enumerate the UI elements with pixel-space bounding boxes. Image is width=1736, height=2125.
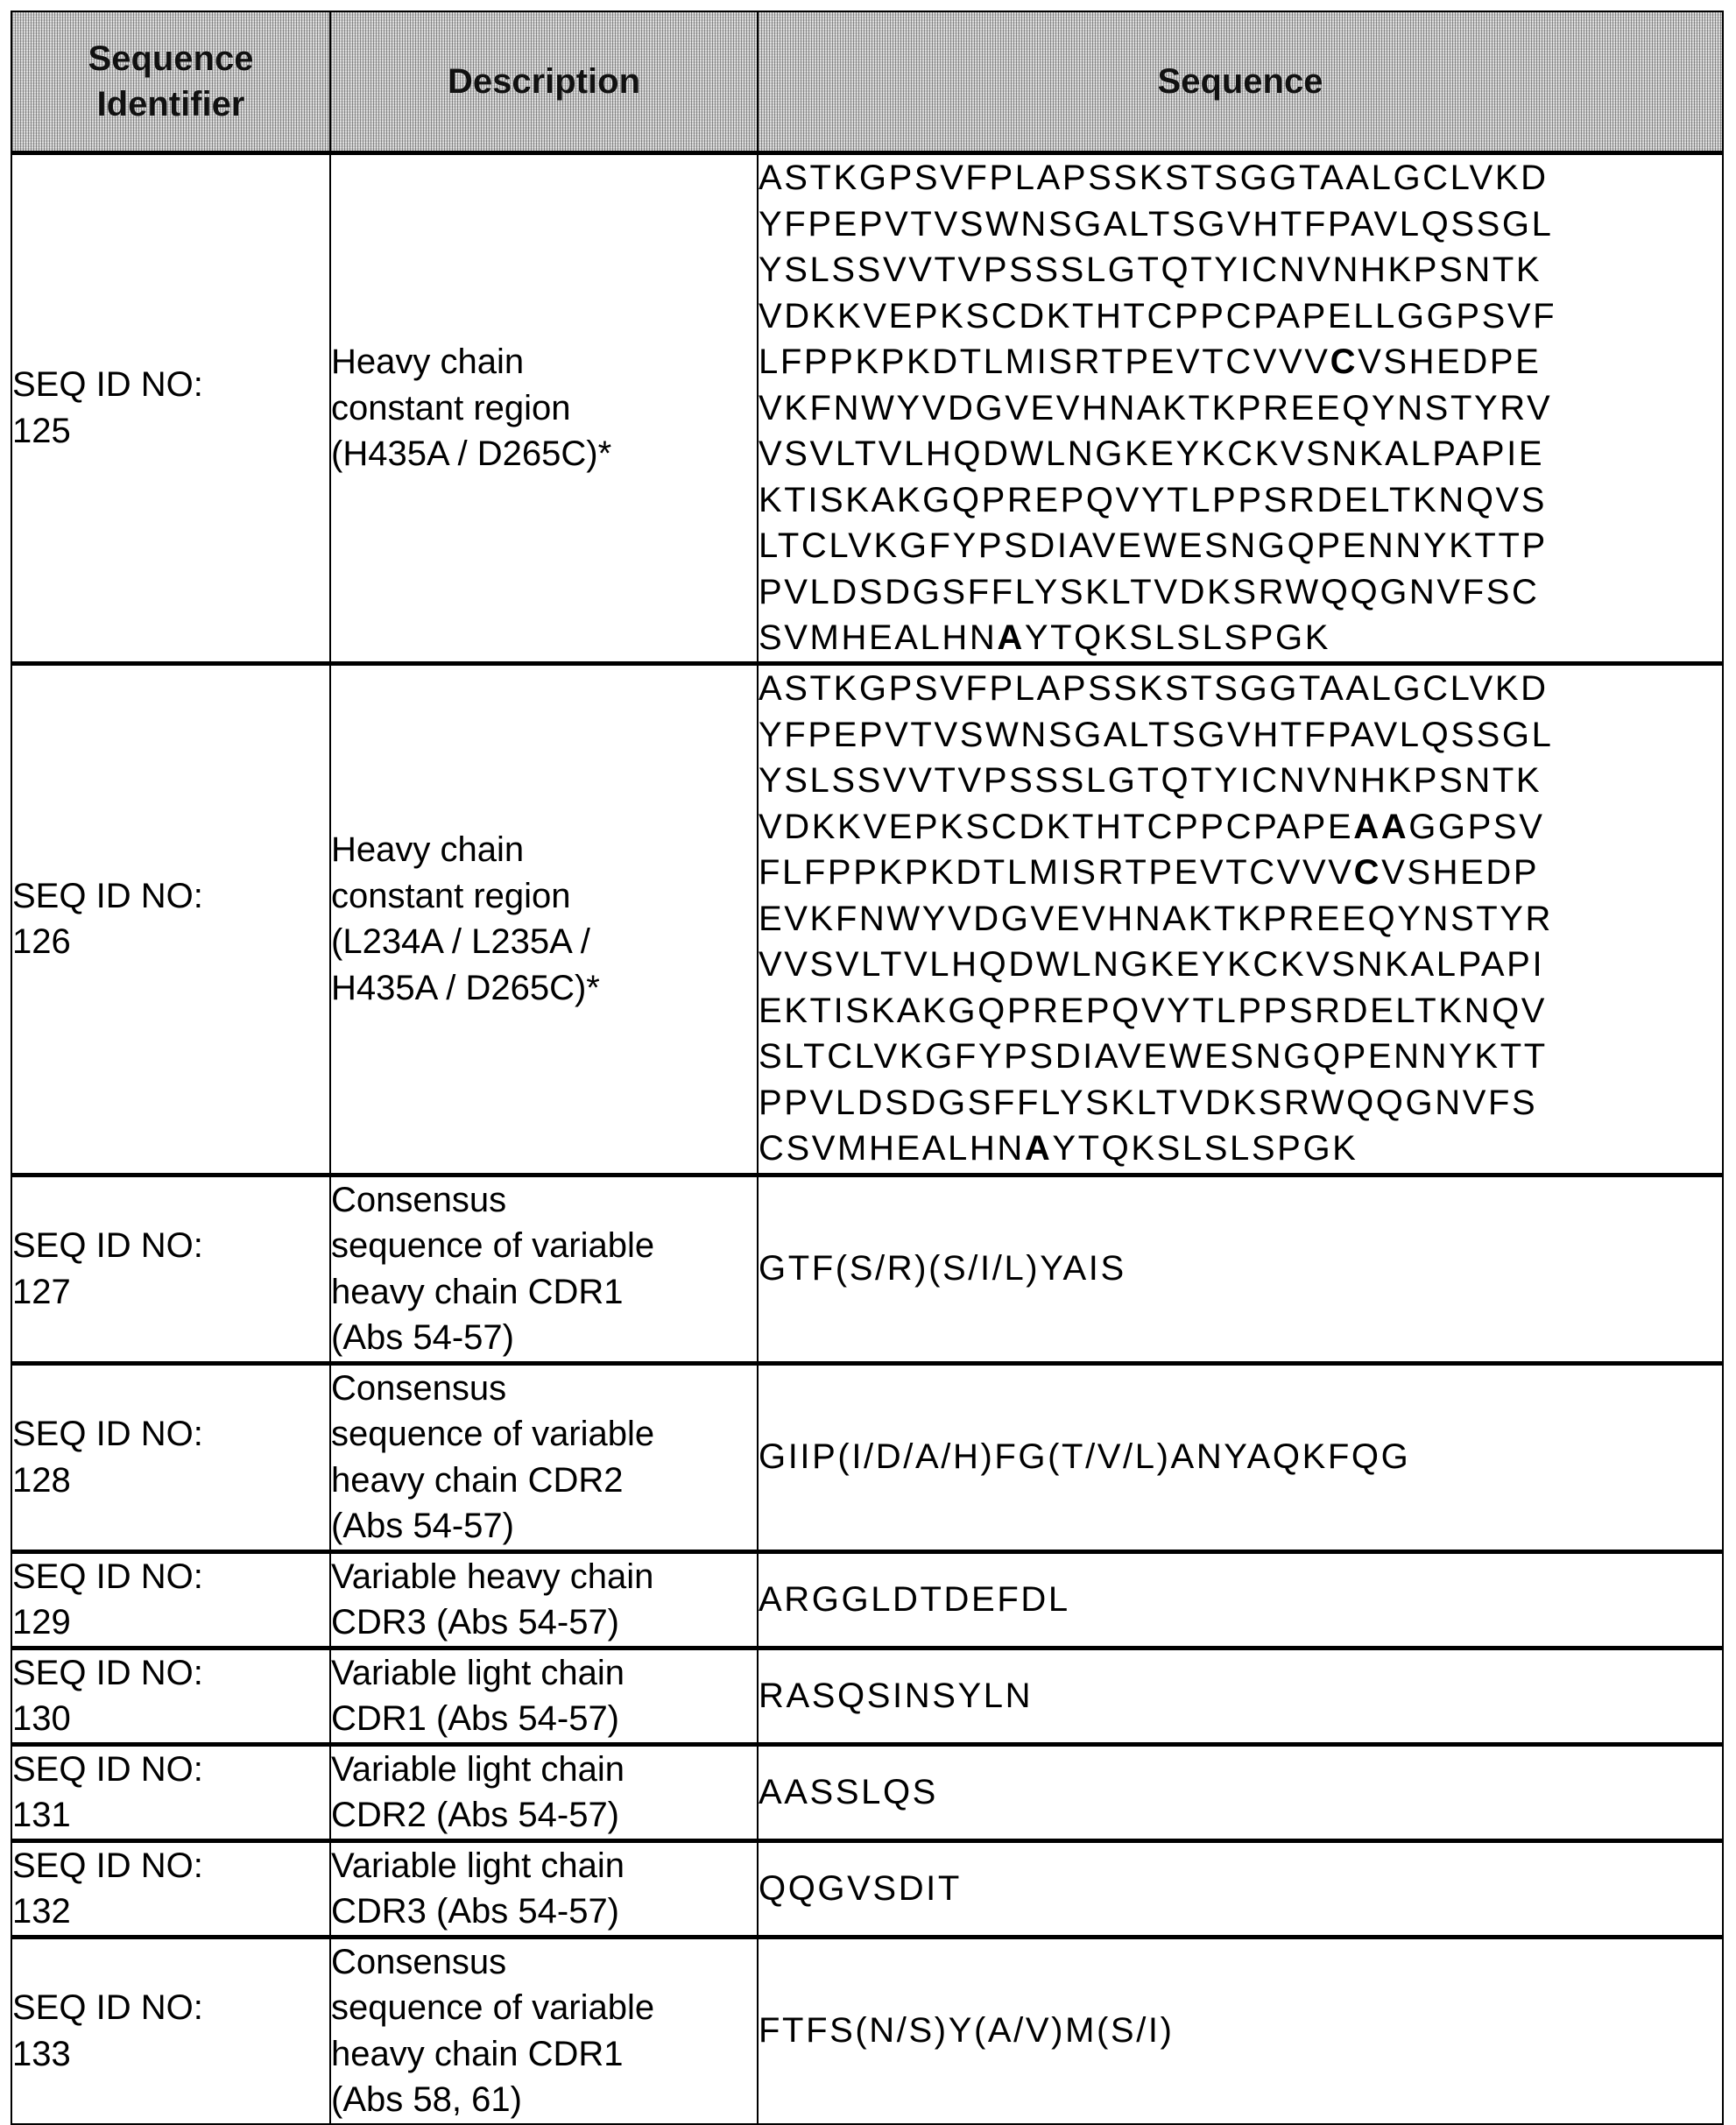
sequence-line: ASTKGPSVFPLAPSSKSTSGGTAALGCLVKD — [759, 159, 1549, 197]
sequence-identifier-cell — [11, 1363, 330, 1551]
description-text: constant region — [331, 388, 571, 427]
sequence-line: GIIP(I/D/A/H)FG(T/V/L)ANYAQKFQG — [759, 1437, 1411, 1477]
sequence-line: YSLSSVVTVPSSSLGTQTYICNVNHKPSNTK — [759, 251, 1542, 289]
sequence-line: FTFS(N/S)Y(A/V)M(S/I) — [759, 2011, 1175, 2051]
sequence-identifier-text: 129 — [12, 1603, 71, 1641]
description-text: Variable light chain — [331, 1846, 625, 1885]
sequence-line: QQGVSDIT — [759, 1868, 962, 1908]
mutated-residue: C — [1330, 342, 1358, 381]
description-text: Consensus — [331, 1180, 507, 1219]
sequence-identifier-text: 125 — [12, 411, 71, 450]
sequence-identifier-text: SEQ ID NO: — [12, 1415, 203, 1453]
sequence-line: EKTISKAKGQPREPQVYTLPPSRDELTKNQV — [759, 991, 1548, 1030]
sequence-identifier-text: 133 — [12, 2034, 71, 2073]
sequence-line: VDKKVEPKSCDKTHTCPPCPAPEAAGGPSV — [759, 807, 1545, 846]
description-text: CDR3 (Abs 54-57) — [331, 1892, 620, 1931]
sequence-cell — [758, 1363, 1723, 1551]
sequence-line: SVMHEALHNAYTQKSLSLSPGK — [759, 618, 1330, 657]
sequence-line: VSVLTVLHQDWLNGKEYKCKVSNKALPAPIE — [759, 434, 1545, 473]
description-text: heavy chain CDR1 — [331, 2034, 624, 2073]
sequence-line: FLFPPKPKDTLMISRTPEVTCVVVCVSHEDP — [759, 853, 1540, 893]
sequence-line: CSVMHEALHNAYTQKSLSLSPGK — [759, 1129, 1358, 1168]
sequence-identifier-cell — [11, 1175, 330, 1363]
sequence-line: KTISKAKGQPREPQVYTLPPSRDELTKNQVS — [759, 480, 1548, 519]
header-description: Description — [330, 11, 758, 153]
sequence-cell — [758, 153, 1723, 664]
sequence-identifier-cell — [11, 153, 330, 664]
description-text: Consensus — [331, 1942, 507, 1981]
sequence-line: ASTKGPSVFPLAPSSKSTSGGTAALGCLVKD — [759, 669, 1549, 709]
description-cell — [330, 1937, 758, 2124]
sequence-identifier-text: 130 — [12, 1699, 71, 1738]
mutated-residue: AA — [1353, 807, 1409, 846]
description-text: heavy chain CDR2 — [331, 1460, 624, 1500]
description-text: Heavy chain — [331, 830, 525, 869]
description-text: CDR2 (Abs 54-57) — [331, 1796, 620, 1834]
sequence-line: EVKFNWYVDGVEVHNAKTKPREEQYNSTYR — [759, 899, 1554, 938]
table-row — [11, 1551, 1723, 1648]
description-cell — [330, 1175, 758, 1363]
description-text: CDR3 (Abs 54-57) — [331, 1603, 620, 1641]
mutated-residue: A — [997, 618, 1025, 657]
sequence-identifier-cell — [11, 1551, 330, 1648]
description-text: constant region — [331, 876, 571, 915]
sequence-cell — [758, 1937, 1723, 2124]
sequence-identifier-text: SEQ ID NO: — [12, 876, 203, 915]
sequence-line: VDKKVEPKSCDKTHTCPPCPAPELLGGPSVF — [759, 296, 1557, 335]
sequence-line: YSLSSVVTVPSSSLGTQTYICNVNHKPSNTK — [759, 761, 1542, 801]
sequence-identifier-text: SEQ ID NO: — [12, 1653, 203, 1692]
table-row — [11, 1175, 1723, 1363]
description-cell — [330, 1551, 758, 1648]
sequence-identifier-text: SEQ ID NO: — [12, 1846, 203, 1885]
description-cell — [330, 663, 758, 1175]
sequence-table — [11, 11, 1724, 2125]
sequence-identifier-cell — [11, 1840, 330, 1937]
sequence-line: AASSLQS — [759, 1772, 938, 1811]
description-text: (L234A / L235A / — [331, 922, 590, 961]
sequence-cell — [758, 1551, 1723, 1648]
sequence-cell — [758, 1744, 1723, 1840]
description-text: Heavy chain — [331, 342, 525, 381]
description-text: H435A / D265C)* — [331, 968, 600, 1007]
table-row — [11, 153, 1723, 664]
description-text: Variable light chain — [331, 1749, 625, 1789]
sequence-identifier-cell — [11, 1648, 330, 1744]
sequence-line: VVSVLTVLHQDWLNGKEYKCKVSNKALPAPI — [759, 945, 1545, 985]
table-body — [11, 153, 1723, 2124]
sequence-line: LTCLVKGFYPSDIAVEWESNGQPENNYKTTP — [759, 526, 1548, 565]
description-cell — [330, 153, 758, 664]
sequence-cell — [758, 1648, 1723, 1744]
sequence-identifier-text: SEQ ID NO: — [12, 365, 203, 405]
sequence-identifier-text: 131 — [12, 1796, 71, 1834]
description-text: CDR1 (Abs 54-57) — [331, 1699, 620, 1738]
description-cell — [330, 1840, 758, 1937]
sequence-cell — [758, 1175, 1723, 1363]
description-cell — [330, 1744, 758, 1840]
sequence-identifier-cell — [11, 1937, 330, 2124]
description-text: (Abs 54-57) — [331, 1507, 514, 1545]
table-row — [11, 1937, 1723, 2124]
description-text: Variable heavy chain — [331, 1557, 654, 1596]
sequence-identifier-text: SEQ ID NO: — [12, 1749, 203, 1789]
mutated-residue: C — [1353, 853, 1382, 893]
sequence-line: YFPEPVTVSWNSGALTSGVHTFPAVLQSSGL — [759, 204, 1554, 244]
sequence-line: ARGGLDTDEFDL — [759, 1579, 1070, 1619]
description-text: Consensus — [331, 1368, 507, 1408]
table-row — [11, 1840, 1723, 1937]
sequence-cell — [758, 1840, 1723, 1937]
sequence-identifier-text: 128 — [12, 1460, 71, 1500]
sequence-identifier-text: 127 — [12, 1272, 71, 1311]
header-sequence-identifier: Sequence Identifier — [11, 11, 330, 153]
sequence-line: YFPEPVTVSWNSGALTSGVHTFPAVLQSSGL — [759, 715, 1554, 754]
description-cell — [330, 1363, 758, 1551]
sequence-identifier-text: SEQ ID NO: — [12, 1226, 203, 1265]
sequence-identifier-text: 126 — [12, 922, 71, 961]
table-row — [11, 663, 1723, 1175]
sequence-line: LFPPKPKDTLMISRTPEVTCVVVCVSHEDPE — [759, 342, 1542, 381]
sequence-identifier-cell — [11, 1744, 330, 1840]
description-text: (Abs 58, 61) — [331, 2080, 522, 2119]
sequence-line: GTF(S/R)(S/I/L)YAIS — [759, 1249, 1126, 1288]
table-header-row — [11, 11, 1723, 153]
table-row — [11, 1363, 1723, 1551]
sequence-line: SLTCLVKGFYPSDIAVEWESNGQPENNYKTT — [759, 1037, 1548, 1077]
sequence-identifier-cell — [11, 663, 330, 1175]
description-text: (Abs 54-57) — [331, 1318, 514, 1357]
header-sequence: Sequence — [758, 11, 1723, 153]
sequence-line: PVLDSDGSFFLYSKLTVDKSRWQQGNVFSC — [759, 572, 1540, 611]
sequence-identifier-text: SEQ ID NO: — [12, 1988, 203, 2027]
sequence-identifier-text: SEQ ID NO: — [12, 1557, 203, 1596]
sequence-line: PPVLDSDGSFFLYSKLTVDKSRWQQGNVFS — [759, 1083, 1538, 1122]
description-text: sequence of variable — [331, 1988, 655, 2027]
description-text: heavy chain CDR1 — [331, 1272, 624, 1311]
sequence-identifier-text: 132 — [12, 1892, 71, 1931]
table-row — [11, 1744, 1723, 1840]
description-cell — [330, 1648, 758, 1744]
description-text: (H435A / D265C)* — [331, 434, 612, 473]
description-text: Variable light chain — [331, 1653, 625, 1692]
description-text: sequence of variable — [331, 1415, 655, 1453]
sequence-cell — [758, 663, 1723, 1175]
sequence-line: VKFNWYVDGVEVHNAKTKPREEQYNSTYRV — [759, 388, 1553, 427]
mutated-residue: A — [1024, 1129, 1053, 1168]
sequence-line: RASQSINSYLN — [759, 1676, 1034, 1715]
description-text: sequence of variable — [331, 1226, 655, 1265]
table-row — [11, 1648, 1723, 1744]
